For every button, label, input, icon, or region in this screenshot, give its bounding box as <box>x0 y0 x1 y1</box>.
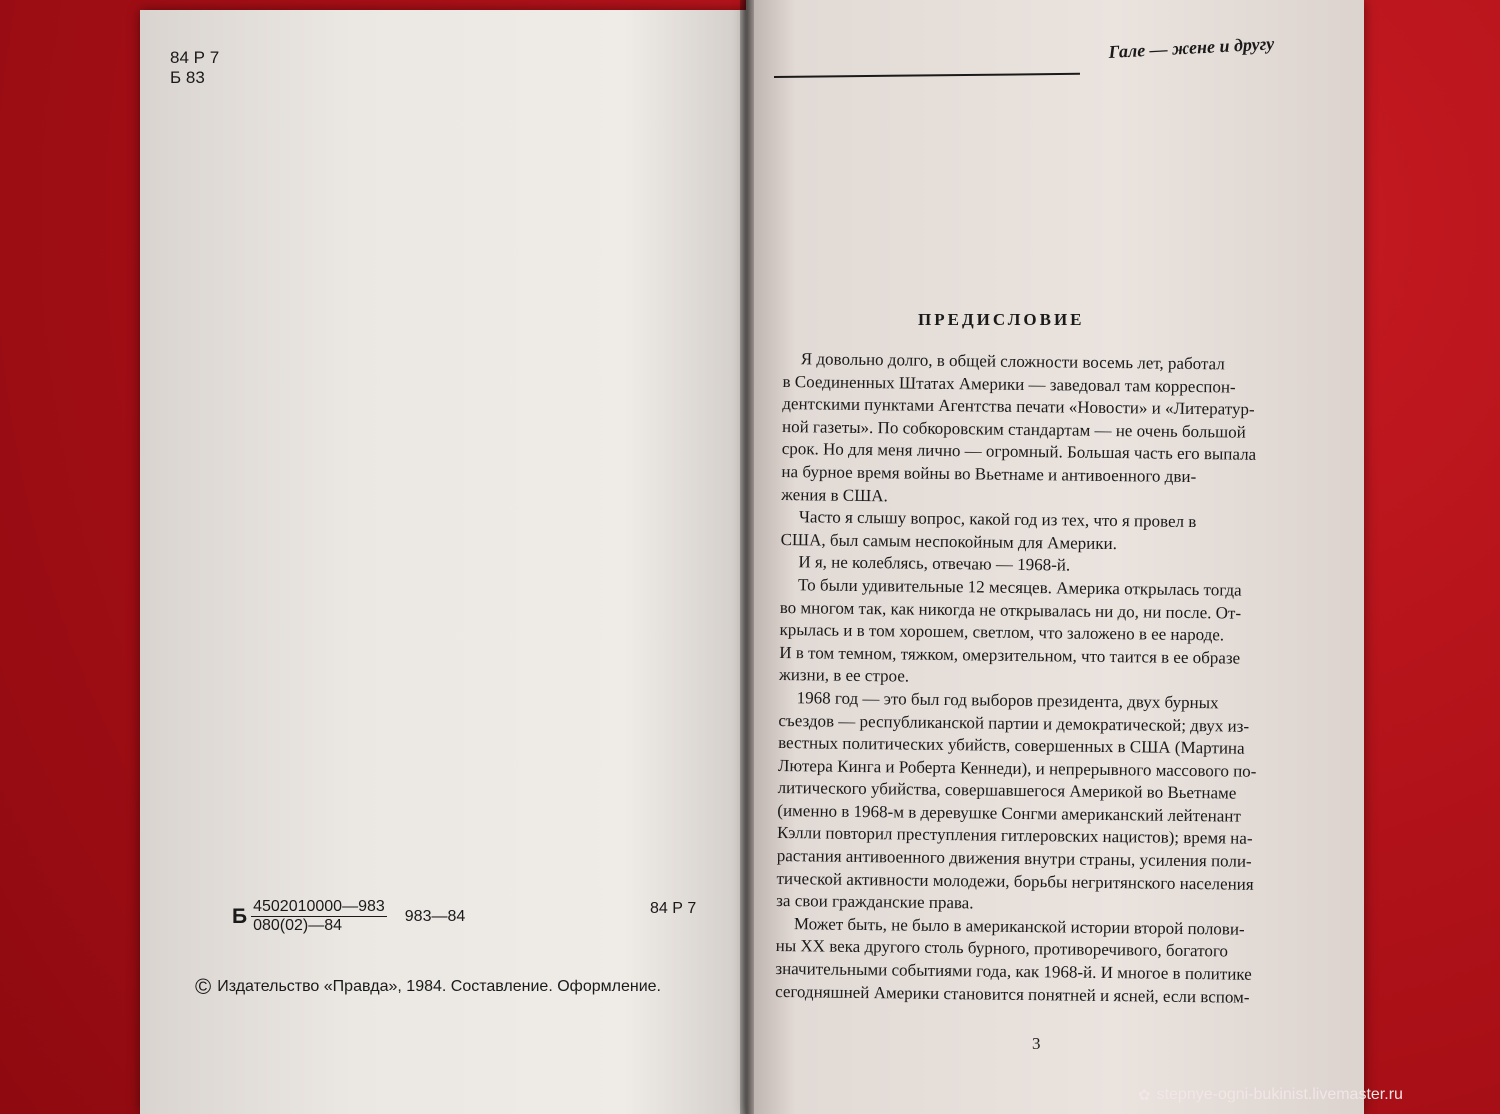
text-line: значительными событиями года, как 1968-й. И многое в политике <box>775 958 1252 984</box>
text-line: вестных политических убийств, совершенных в США (Мартина <box>778 733 1245 758</box>
page-number: 3 <box>1032 1034 1041 1053</box>
text-line: Может быть, не было в американской истории второй полови- <box>793 914 1245 939</box>
copyright-line <box>195 974 661 1000</box>
text-line: срок. Но для меня лично — огромный. Большая часть его выпала <box>781 439 1257 465</box>
text-line: Лютера Кинга и Роберта Кеннеди), и непрерывного массового по- <box>777 755 1257 781</box>
text-line: ной газеты». По собкоровским стандартам — не очень большой <box>781 416 1246 442</box>
text-line: (именно в 1968-м в деревушке Сонгми американский лейтенант <box>777 800 1241 826</box>
library-index <box>170 48 219 88</box>
text-line: сегодняшней Америки становится понятней и ясней, если вспом- <box>775 981 1250 1007</box>
text-line: съездов — республиканской партии и демократической; двух из- <box>778 710 1250 736</box>
bbk-letter: Б <box>232 904 248 928</box>
text-line: И в том темном, тяжком, омерзительном, что таится в ее образе <box>779 642 1241 668</box>
chapter-heading: ПРЕДИСЛОВИЕ <box>918 310 1085 329</box>
text-line: жения в США. <box>781 484 888 505</box>
text-line: И я, не колеблясь, отвечаю — 1968-й. <box>798 552 1071 575</box>
bbk-numerator: 4502010000—983 <box>253 898 385 915</box>
book-gutter <box>740 0 754 1114</box>
text-line: ны XX века другого столь бурного, противоречивого, богатого <box>775 936 1229 961</box>
text-line: США, был самым неспокойным для Америки. <box>780 529 1118 553</box>
text-line: за свои гражданские права. <box>776 891 974 913</box>
text-line: крылась и в том хорошем, светлом, что заложено в ее народе. <box>779 620 1225 645</box>
watermark <box>1138 1086 1403 1104</box>
text-line: на бурное время войны во Вьетнаме и антивоенного дви- <box>781 461 1197 487</box>
copyright-text: Издательство «Правда», 1984. Составление. Оформление. <box>217 978 661 995</box>
text-line: жизни, в ее строе. <box>778 665 910 686</box>
text-line: растания антивоенного движения внутри страны, усиления поли- <box>776 846 1252 871</box>
bbk-after: 983—84 <box>404 907 466 925</box>
text-line: тической активности молодежи, борьбы негритянского населения <box>776 868 1254 894</box>
text-line: Кэлли повторил преступления гитлеровских нацистов); время на- <box>776 823 1253 849</box>
text-line: Я довольно долго, в общей сложности восемь лет, работал <box>800 349 1225 374</box>
classification-code: 84 Р 7 <box>650 900 697 917</box>
text-line: в Соединенных Штатах Америки — заведовал там корреспон- <box>782 371 1236 397</box>
watermark-text: stepnye-ogni-bukinist.livemaster.ru <box>1156 1086 1403 1103</box>
text-line: дентскими пунктами Агентства печати «Новости» и «Литератур- <box>782 394 1255 419</box>
text-line: 1968 год — это был год выборов президента, двух бурных <box>796 688 1219 713</box>
copyright-icon: © <box>195 974 212 999</box>
left-page <box>140 10 746 1114</box>
flower-icon: ✿ <box>1138 1087 1151 1104</box>
bbk-fraction <box>251 898 387 935</box>
index-line-1: 84 Р 7 <box>170 48 220 67</box>
text-line: во многом так, как никогда не открывалась ни до, ни после. От- <box>779 597 1242 623</box>
preface-body <box>775 348 1333 1010</box>
text-line: литического убийства, совершавшегося Америкой во Вьетнаме <box>777 778 1237 803</box>
text-line: Часто я слышу вопрос, какой год из тех, что я провел в <box>798 507 1197 532</box>
bbk-code <box>232 898 465 935</box>
bbk-denominator: 080(02)—84 <box>253 917 343 934</box>
text-line: То были удивительные 12 месяцев. Америка открылась тогда <box>797 575 1242 600</box>
index-line-2: Б 83 <box>170 68 205 87</box>
dedication: Гале — жене и другу <box>1108 33 1275 62</box>
